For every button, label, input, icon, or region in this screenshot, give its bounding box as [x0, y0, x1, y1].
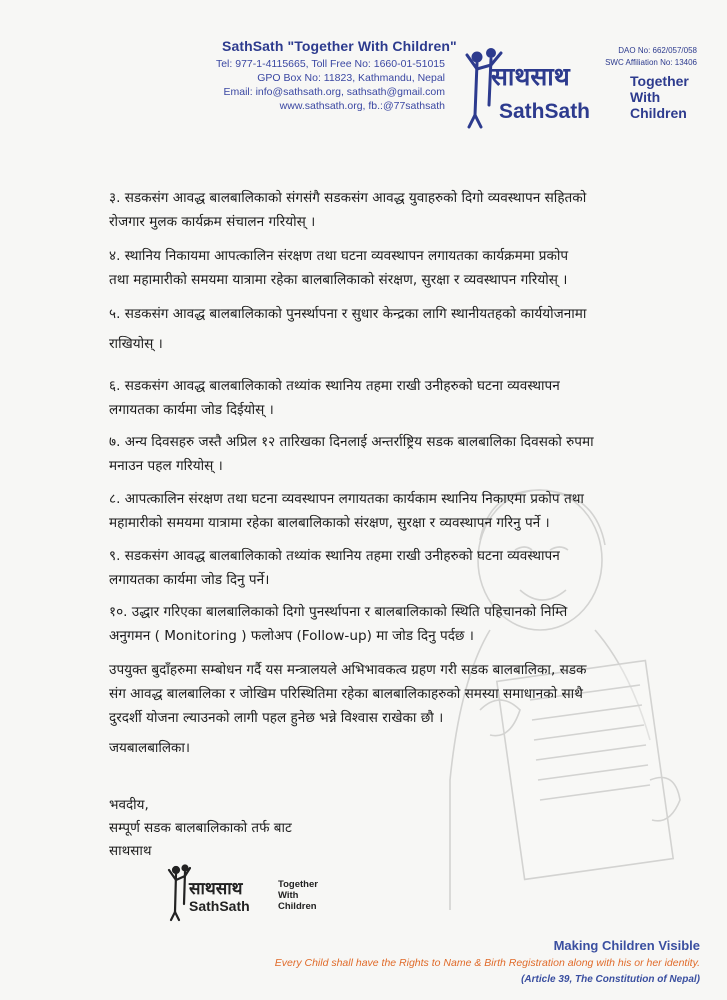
- swc-affiliation: SWC Affiliation No: 13406: [605, 58, 697, 67]
- point-3: ३. सडकसंग आवद्ध बालबालिकाको संगसंगै सडकसंग आवद्ध युवाहरुको दिगो व्यवस्थापन सहितको रोजगार मुलक कार्यक्रम संचालन गरियोस् ।: [109, 190, 587, 230]
- point-8: ८. आपत्कालिन संरक्षण तथा घटना व्यवस्थापन लगायतका कार्यकाम स्थानिय निकाएमा प्रकोप तथा महामारीको समयमा यात्रामा रहेका बालबालिकाको संरक्षण, सुरक्षा र व्यवस्थापन गरिनु पर्ने ।: [109, 491, 584, 531]
- point-10: १०. उद्धार गरिएका बालबालिकाको दिगो पुनर्स्थापना र बालबालिकाको स्थिति पहिचानको निम्ति अनुगमन ( Monitoring ) फलोअप (Follow-up) मा जोड दिनु पर्दछ ।: [109, 604, 568, 644]
- on-behalf-of: सम्पूर्ण सडक बालबालिकाको तर्फ बाट: [109, 820, 292, 836]
- stamp-figures-icon: [165, 862, 191, 922]
- footer-rights-line: Every Child shall have the Rights to Name & Birth Registration along with his or her identity.: [274, 957, 700, 969]
- contact-web: www.sathsath.org, fb.:@77sathsath: [279, 100, 445, 112]
- contact-email: Email: info@sathsath.org, sathsath@gmail.com: [223, 86, 445, 98]
- point-9: ९. सडकसंग आवद्ध बालबालिकाको तथ्यांक स्थानिय तहमा राखी उनीहरुको घटना व्यवस्थापन लगायतका कार्यमा जोड दिनु पर्ने।: [109, 548, 560, 588]
- stamp-tagline: Together With Children: [278, 879, 318, 912]
- contact-po-box: GPO Box No: 11823, Kathmandu, Nepal: [257, 72, 445, 84]
- point-7: ७. अन्य दिवसहरु जस्तै अप्रिल १२ तारिखका दिनलाई अन्तर्राष्ट्रिय सडक बालबालिका दिवसको रुपमा मनाउन पहल गरियोस् ।: [109, 434, 594, 474]
- footer-article: (Article 39, The Constitution of Nepal): [521, 974, 700, 985]
- point-5: ५. सडकसंग आवद्ध बालबालिकाको पुनर्स्थापना र सुधार केन्द्रका लागि स्थानीयतहको कार्ययोजनामा राखियोस् ।: [109, 306, 587, 352]
- stamp-english: SathSath: [189, 898, 250, 914]
- point-6: ६. सडकसंग आवद्ध बालबालिकाको तथ्यांक स्थानिय तहमा राखी उनीहरुको घटना व्यवस्थापन लगायतका कार्यमा जोड दिईयोस् ।: [109, 378, 560, 418]
- point-4: ४. स्थानिय निकायमा आपत्कालिन संरक्षण तथा घटना व्यवस्थापन लगायतका कार्यक्रममा प्रकोप तथा महामारीको समयमा यात्रामा रहेका बालबालिकाको संरक्षण, सुरक्षा र व्यवस्थापन गरियोस् ।: [109, 248, 569, 288]
- org-title: SathSath "Together With Children": [222, 38, 457, 54]
- dao-number: DAO No: 662/057/058: [618, 46, 697, 55]
- logo-tagline: Together With Children: [630, 73, 689, 121]
- sathsath-logo: [455, 45, 705, 130]
- stamp-devanagari: साथसाथ: [189, 879, 243, 899]
- footer-title: Making Children Visible: [553, 938, 700, 953]
- contact-phone: Tel: 977-1-4115665, Toll Free No: 1660-01-51015: [215, 58, 445, 70]
- salutation: जयबालबालिका।: [109, 740, 191, 756]
- yours-faithfully: भवदीय,: [109, 797, 149, 813]
- logo-devanagari: साथसाथ: [491, 62, 570, 91]
- logo-english: SathSath: [499, 100, 591, 123]
- signatory: साथसाथ: [109, 843, 152, 859]
- stamp-logo: [165, 862, 325, 922]
- conclusion-paragraph: उपयुक्त बुदाँहरुमा सम्बोधन गर्दै यस मन्त्रालयले अभिभावकत्व ग्रहण गरी सडक बालबालिका, सडक संग आवद्ध बालबालिका र जोखिम परिस्थितिमा रहेका बालबालिकाहरुको समस्या समाधानको साथै दुरदर्शी योजना ल्याउनको लागी पहल हुनेछ भन्ने विश्वास राखेका छौ ।: [109, 662, 587, 726]
